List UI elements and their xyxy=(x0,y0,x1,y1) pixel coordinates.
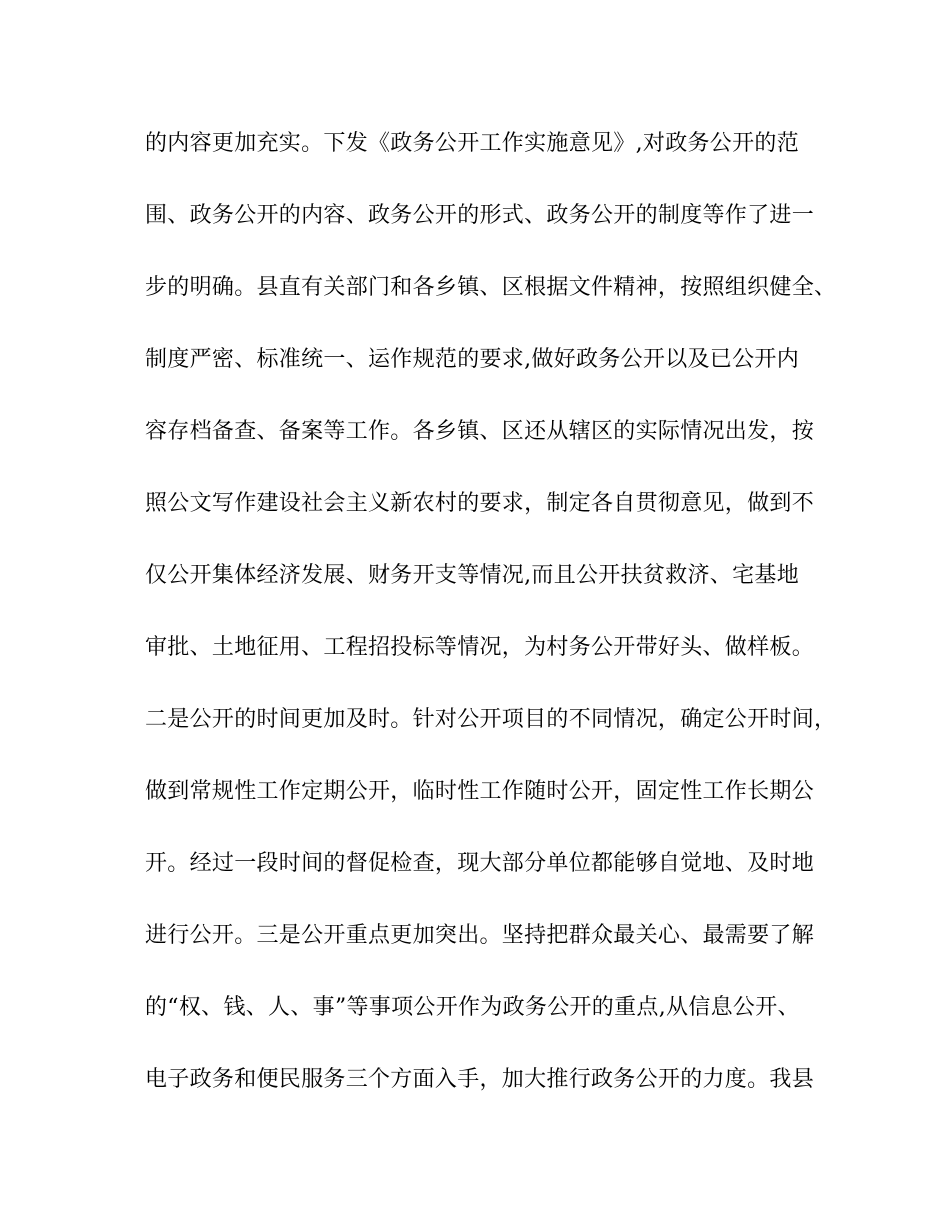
text-line: 仅公开集体经济发展、财务开支等情况,而且公开扶贫救济、宅基地 xyxy=(145,563,799,588)
text-line: 容存档备查、备案等工作。各乡镇、区还从辖区的实际情况出发，按 xyxy=(145,419,815,444)
text-line: 开。经过一段时间的督促检查，现大部分单位都能够自觉地、及时地 xyxy=(145,851,815,876)
text-line: 做到常规性工作定期公开，临时性工作随时公开，固定性工作长期公 xyxy=(145,779,815,804)
text-line: 电子政务和便民服务三个方面入手，加大推行政务公开的力度。我县 xyxy=(145,1067,815,1092)
text-line: 二是公开的时间更加及时。针对公开项目的不同情况，确定公开时间， xyxy=(145,707,837,732)
text-line: 审批、土地征用、工程招投标等情况，为村务公开带好头、做样板。 xyxy=(145,635,815,660)
body-text xyxy=(145,120,837,1128)
text-line: 制度严密、标准统一、运作规范的要求,做好政务公开以及已公开内 xyxy=(145,347,799,372)
text-line: 照公文写作建设社会主义新农村的要求，制定各自贯彻意见，做到不 xyxy=(145,491,815,516)
text-line: 步的明确。县直有关部门和各乡镇、区根据文件精神，按照组织健全、 xyxy=(145,275,837,300)
text-line: 进行公开。三是公开重点更加突出。坚持把群众最关心、最需要了解 xyxy=(145,923,815,948)
text-line: 围、政务公开的内容、政务公开的形式、政务公开的制度等作了进一 xyxy=(145,203,815,228)
text-line: 的“权、钱、人、事”等事项公开作为政务公开的重点,从信息公开、 xyxy=(145,995,800,1020)
text-line: 的内容更加充实。下发《政务公开工作实施意见》,对政务公开的范 xyxy=(145,131,799,156)
